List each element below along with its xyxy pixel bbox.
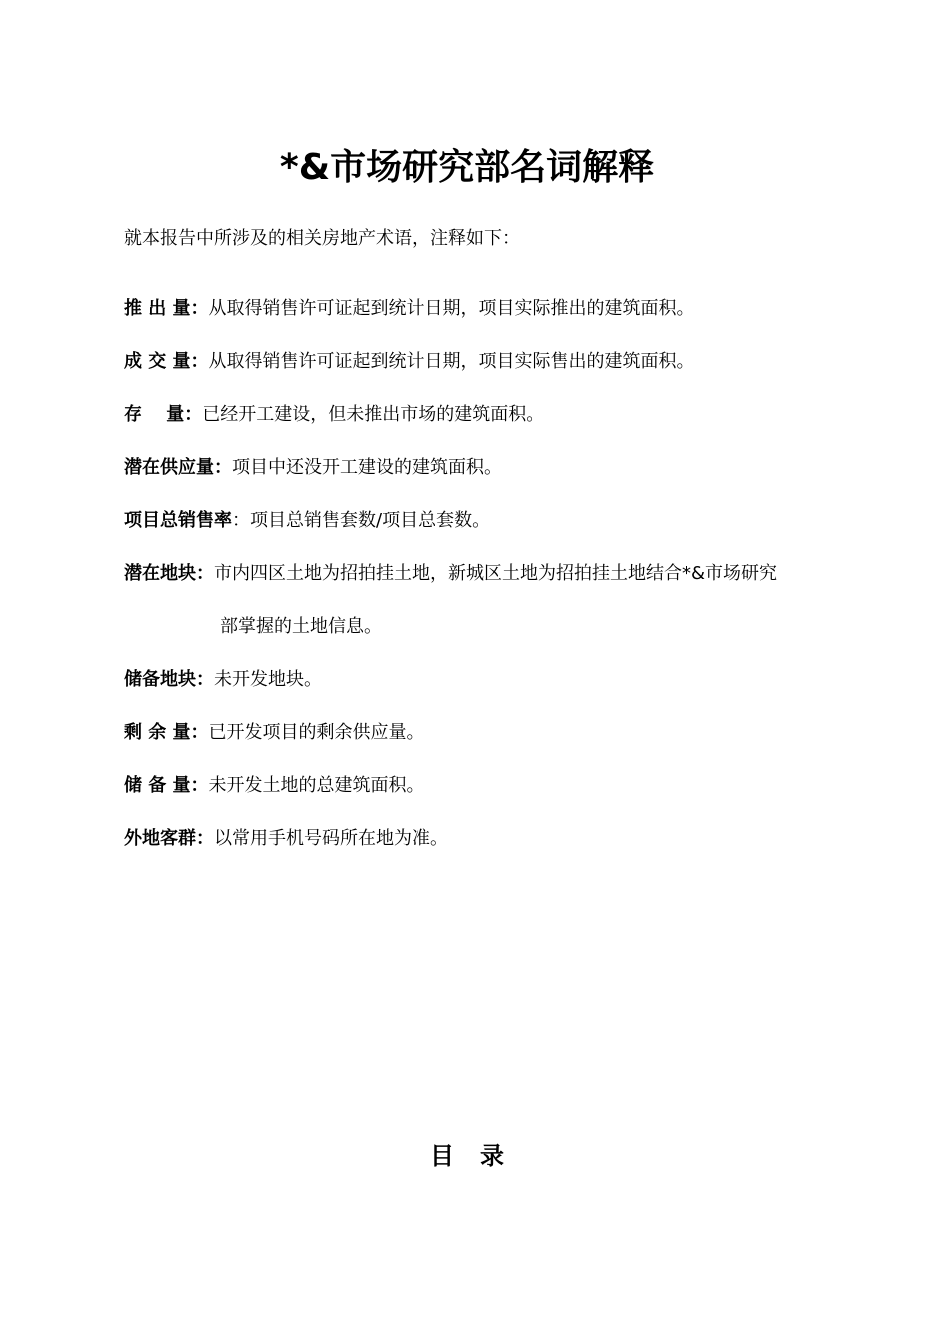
term-definition: 未开发土地的总建筑面积。 [208, 775, 425, 796]
intro-paragraph: 就本报告中所涉及的相关房地产术语，注释如下： [124, 228, 520, 249]
term-label: 项目总销售率 [124, 510, 232, 531]
term-definition-continuation: 部掌握的土地信息。 [220, 616, 382, 637]
term-label: 外地客群： [124, 828, 214, 849]
term-definition: 市内四区土地为招拍挂土地，新城区土地为招拍挂土地结合*&市场研究 [214, 563, 778, 584]
term-label: 储备地块： [124, 669, 214, 690]
term-label: 成 交 量： [124, 351, 209, 372]
term-label: 存 量： [124, 404, 203, 425]
term-definition: 项目中还没开工建设的建筑面积。 [232, 457, 502, 478]
term-item-transaction-volume [124, 349, 844, 375]
term-label: 潜在地块： [124, 563, 214, 584]
term-definition: 从取得销售许可证起到统计日期，项目实际售出的建筑面积。 [208, 351, 695, 372]
term-label: 储 备 量： [124, 775, 209, 796]
term-list [124, 296, 844, 879]
term-label: 潜在供应量： [124, 457, 232, 478]
term-item-potential-supply [124, 455, 844, 481]
term-definition: 已开发项目的剩余供应量。 [208, 722, 425, 743]
page-title: *&市场研究部名词解释 [279, 147, 655, 188]
term-label: 剩 余 量： [124, 722, 209, 743]
term-item-reserve-volume [124, 773, 844, 799]
term-definition: ：项目总销售套数/项目总套数。 [232, 510, 491, 531]
term-definition: 已经开工建设，但未推出市场的建筑面积。 [202, 404, 545, 425]
term-item-nonlocal-customers [124, 826, 844, 852]
term-definition: 未开发地块。 [214, 669, 322, 690]
term-item-stock [124, 402, 844, 428]
term-item-reserve-land [124, 667, 844, 693]
term-item-sales-rate [124, 508, 844, 534]
term-item-launch-volume [124, 296, 844, 322]
term-definition: 以常用手机号码所在地为准。 [214, 828, 448, 849]
term-item-remaining-volume [124, 720, 844, 746]
term-definition: 从取得销售许可证起到统计日期，项目实际推出的建筑面积。 [208, 298, 695, 319]
toc-heading: 目录 [430, 1142, 530, 1170]
term-label: 推 出 量： [124, 298, 209, 319]
term-item-potential-land [124, 561, 844, 640]
